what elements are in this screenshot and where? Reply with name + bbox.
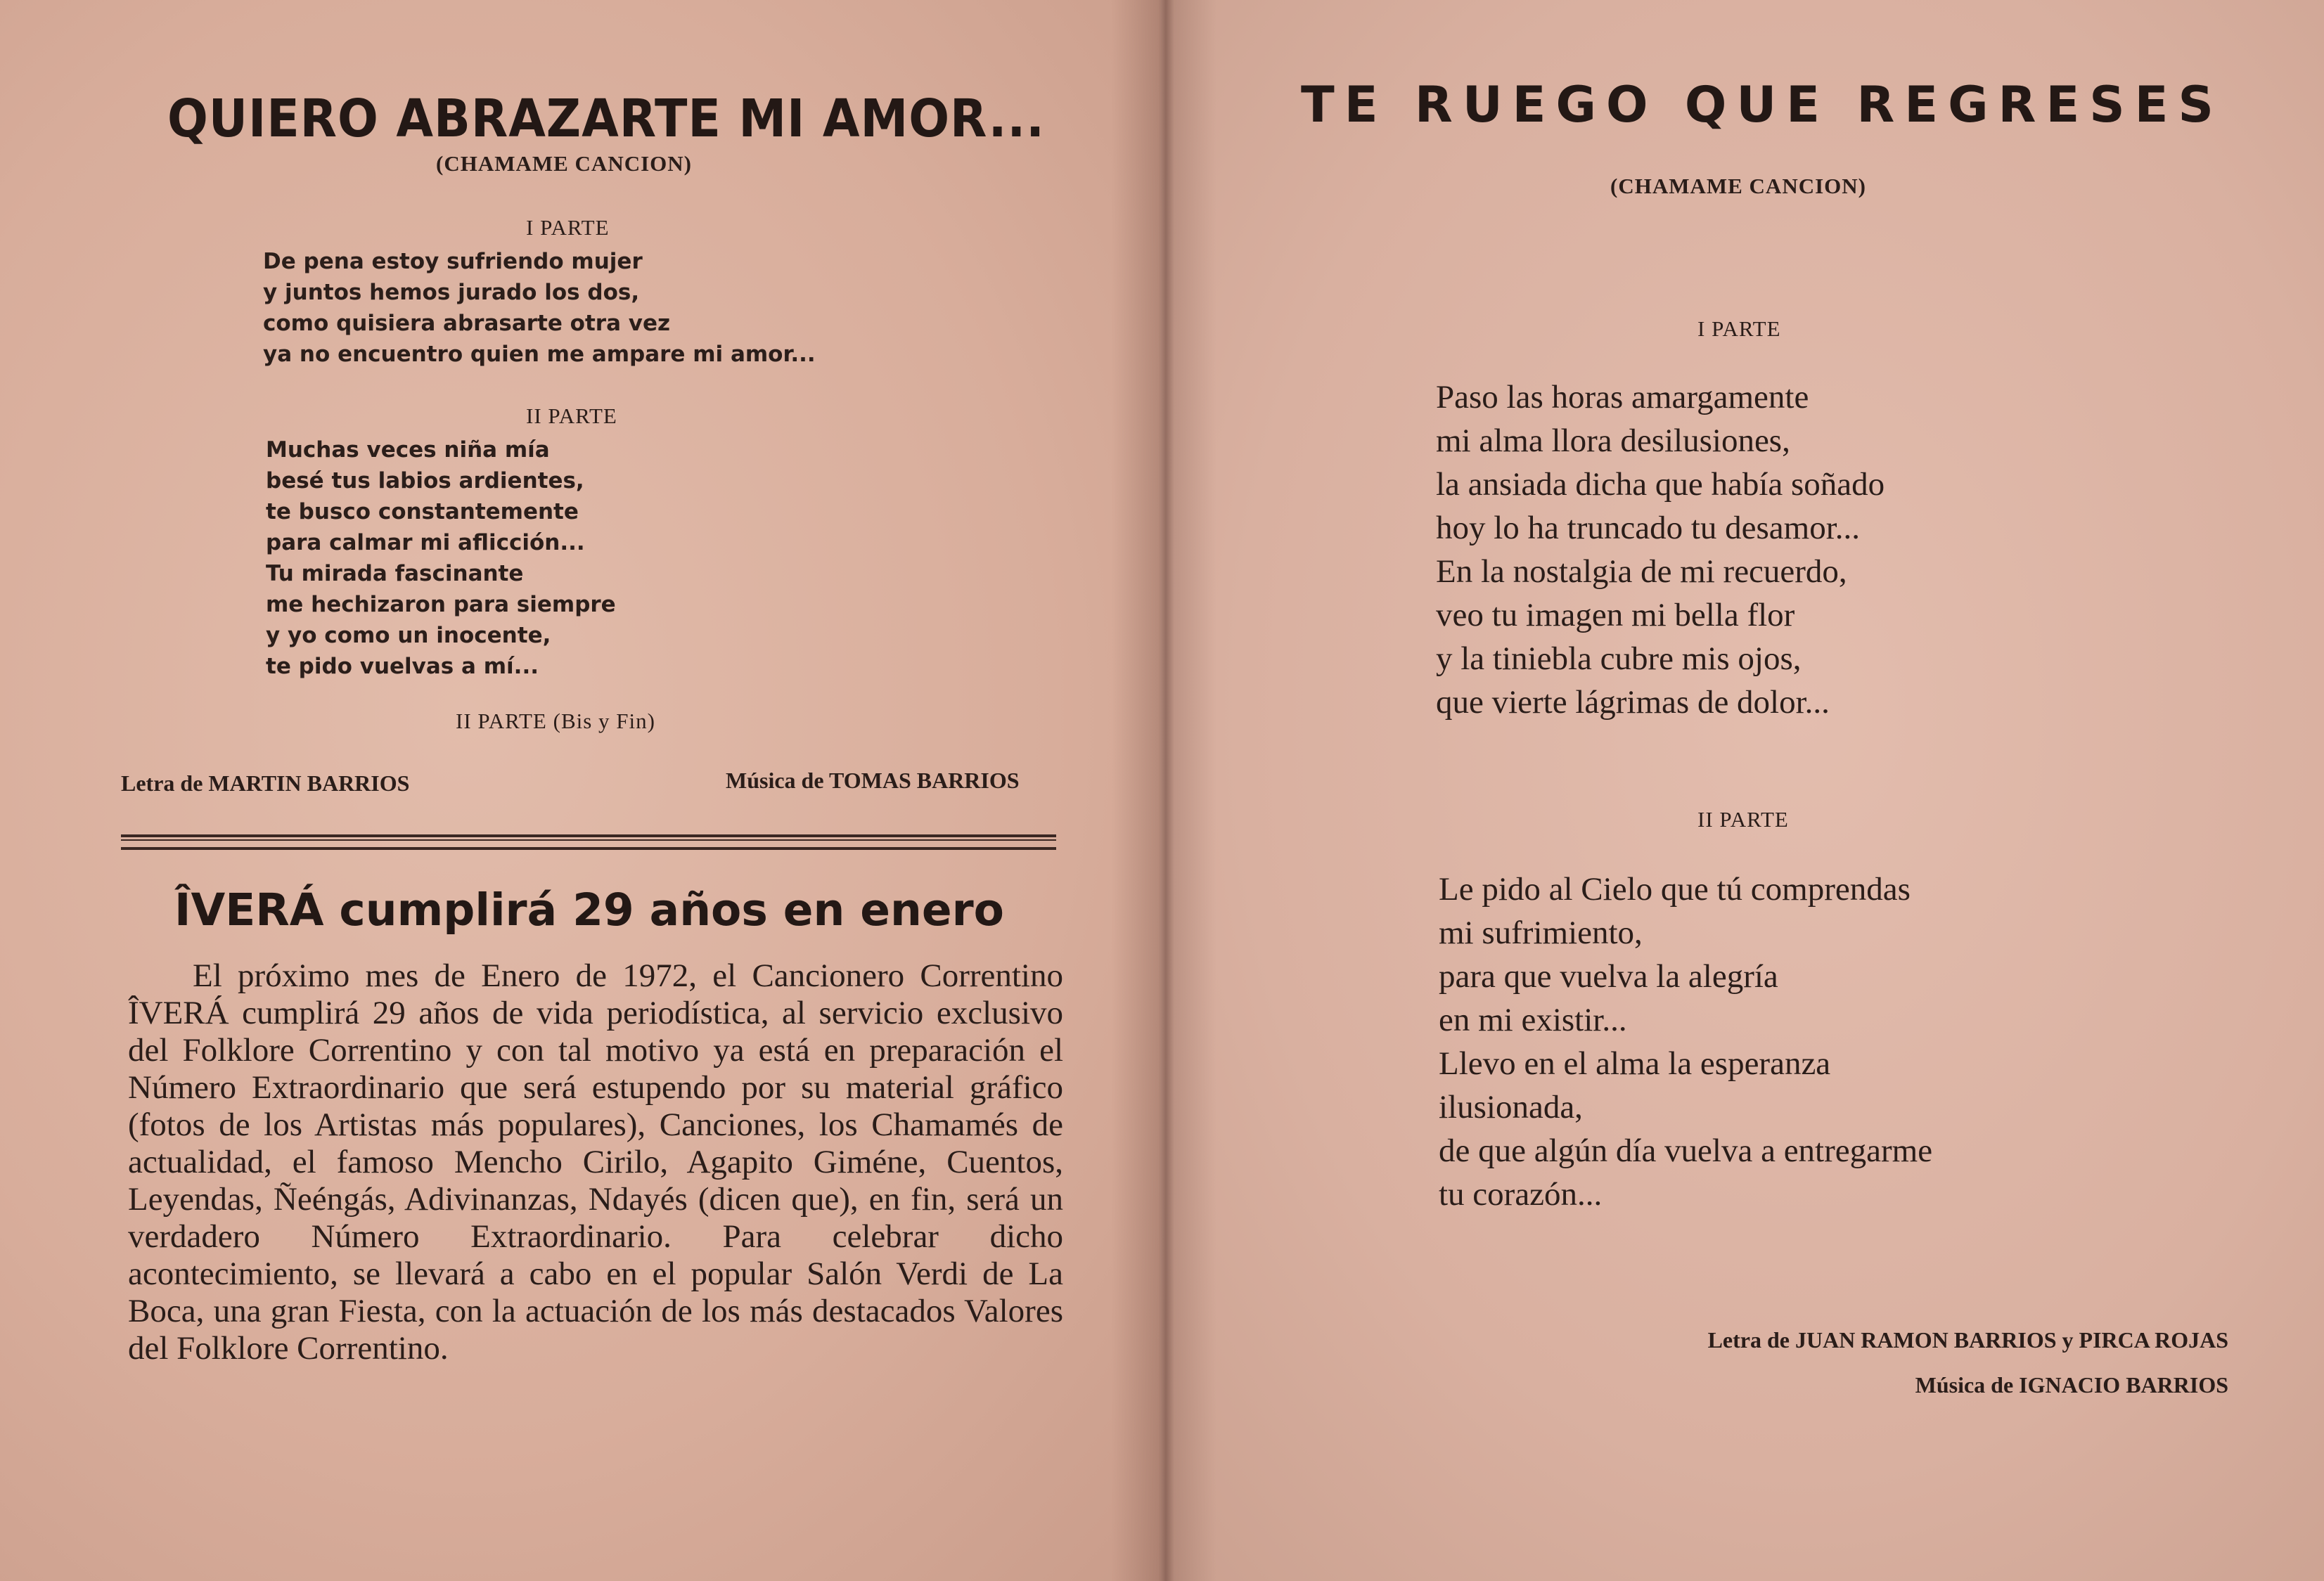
lyric-line: que vierte lágrimas de dolor...: [1436, 684, 1830, 721]
lyric-line: mi sufrimiento,: [1439, 915, 1643, 951]
lyric-line: veo tu imagen mi bella flor: [1436, 597, 1795, 633]
book-gutter: [1111, 0, 1216, 1581]
right-lyrics-credit: Letra de JUAN RAMON BARRIOS y PIRCA ROJAS: [1707, 1327, 2228, 1353]
right-song-genre: (CHAMAME CANCION): [1610, 174, 1866, 198]
lyric-line: En la nostalgia de mi recuerdo,: [1436, 553, 1847, 590]
right-part2-label: II PARTE: [1697, 807, 1789, 832]
lyric-line: como quisiera abrasarte otra vez: [263, 311, 671, 336]
left-repeat-note: II PARTE (Bis y Fin): [456, 709, 655, 733]
lyric-line: para que vuelva la alegría: [1439, 958, 1778, 995]
lyric-line: para calmar mi aflicción...: [266, 530, 585, 555]
left-part2-label: II PARTE: [526, 404, 617, 428]
section-divider: [121, 834, 1056, 850]
lyric-line: la ansiada dicha que había soñado: [1436, 466, 1885, 503]
lyric-line: Paso las horas amargamente: [1436, 379, 1809, 415]
left-part1-lyrics: [263, 246, 816, 370]
left-music-credit: Música de TOMAS BARRIOS: [726, 768, 1020, 793]
left-part2-lyrics: [266, 434, 616, 682]
right-music-credit: Música de IGNACIO BARRIOS: [1915, 1372, 2228, 1398]
right-part1-label: I PARTE: [1697, 316, 1781, 341]
article-title: ÎVERÁ cumplirá 29 años en enero: [174, 884, 1004, 936]
article-paragraph: El próximo mes de Enero de 1972, el Cancionero Correntino ÎVERÁ cumplirá 29 años de vida periodística, al servicio exclusivo del Folklore Correntino y con tal motivo ya está en preparación el Número Extraordinario que será estupendo por su material gráfico (fotos de los Artistas más populares), Canciones, los Chamamés de actualidad, el famoso Mencho Cirilo, Agapito Giméne, Cuentos, Leyendas, Ñeéngás, Adivinanzas, Ndayés (dicen que), en fin, será un verdadero Número Extraordinario. Para celebrar dicho acontecimiento, se llevará a cabo en el popular Salón Verdi de La Boca, una gran Fiesta, con la actuación de los más destacados Valores del Folklore Correntino.: [128, 957, 1063, 1367]
lyric-line: ilusionada,: [1439, 1089, 1583, 1125]
lyric-line: y juntos hemos jurado los dos,: [263, 280, 640, 305]
right-part1-lyrics: [1436, 375, 1885, 724]
lyric-line: de que algún día vuelva a entregarme: [1439, 1132, 1933, 1169]
lyric-line: Muchas veces niña mía: [266, 437, 550, 463]
right-part2-lyrics: [1439, 867, 1932, 1216]
lyric-line: y yo como un inocente,: [266, 623, 551, 648]
lyric-line: Le pido al Cielo que tú comprendas: [1439, 871, 1911, 908]
lyric-line: mi alma llora desilusiones,: [1436, 422, 1790, 459]
lyric-line: Llevo en el alma la esperanza: [1439, 1045, 1831, 1082]
lyric-line: te pido vuelvas a mí...: [266, 654, 539, 679]
lyric-line: De pena estoy sufriendo mujer: [263, 249, 643, 274]
lyric-line: besé tus labios ardientes,: [266, 468, 584, 493]
lyric-line: me hechizaron para siempre: [266, 592, 616, 617]
right-song-title: TE RUEGO QUE REGRESES: [1301, 76, 2223, 134]
left-part1-label: I PARTE: [526, 215, 610, 240]
lyric-line: ya no encuentro quien me ampare mi amor...: [263, 342, 816, 367]
lyric-line: y la tiniebla cubre mis ojos,: [1436, 640, 1802, 677]
lyric-line: en mi existir...: [1439, 1002, 1627, 1038]
lyric-line: tu corazón...: [1439, 1176, 1603, 1213]
lyric-line: Tu mirada fascinante: [266, 561, 524, 586]
lyric-line: hoy lo ha truncado tu desamor...: [1436, 510, 1861, 546]
left-lyrics-credit: Letra de MARTIN BARRIOS: [121, 770, 410, 796]
left-song-title: QUIERO ABRAZARTE MI AMOR...: [167, 89, 1045, 149]
lyric-line: te busco constantemente: [266, 499, 579, 524]
article-body: [128, 957, 1063, 1367]
left-song-genre: (CHAMAME CANCION): [436, 151, 692, 176]
